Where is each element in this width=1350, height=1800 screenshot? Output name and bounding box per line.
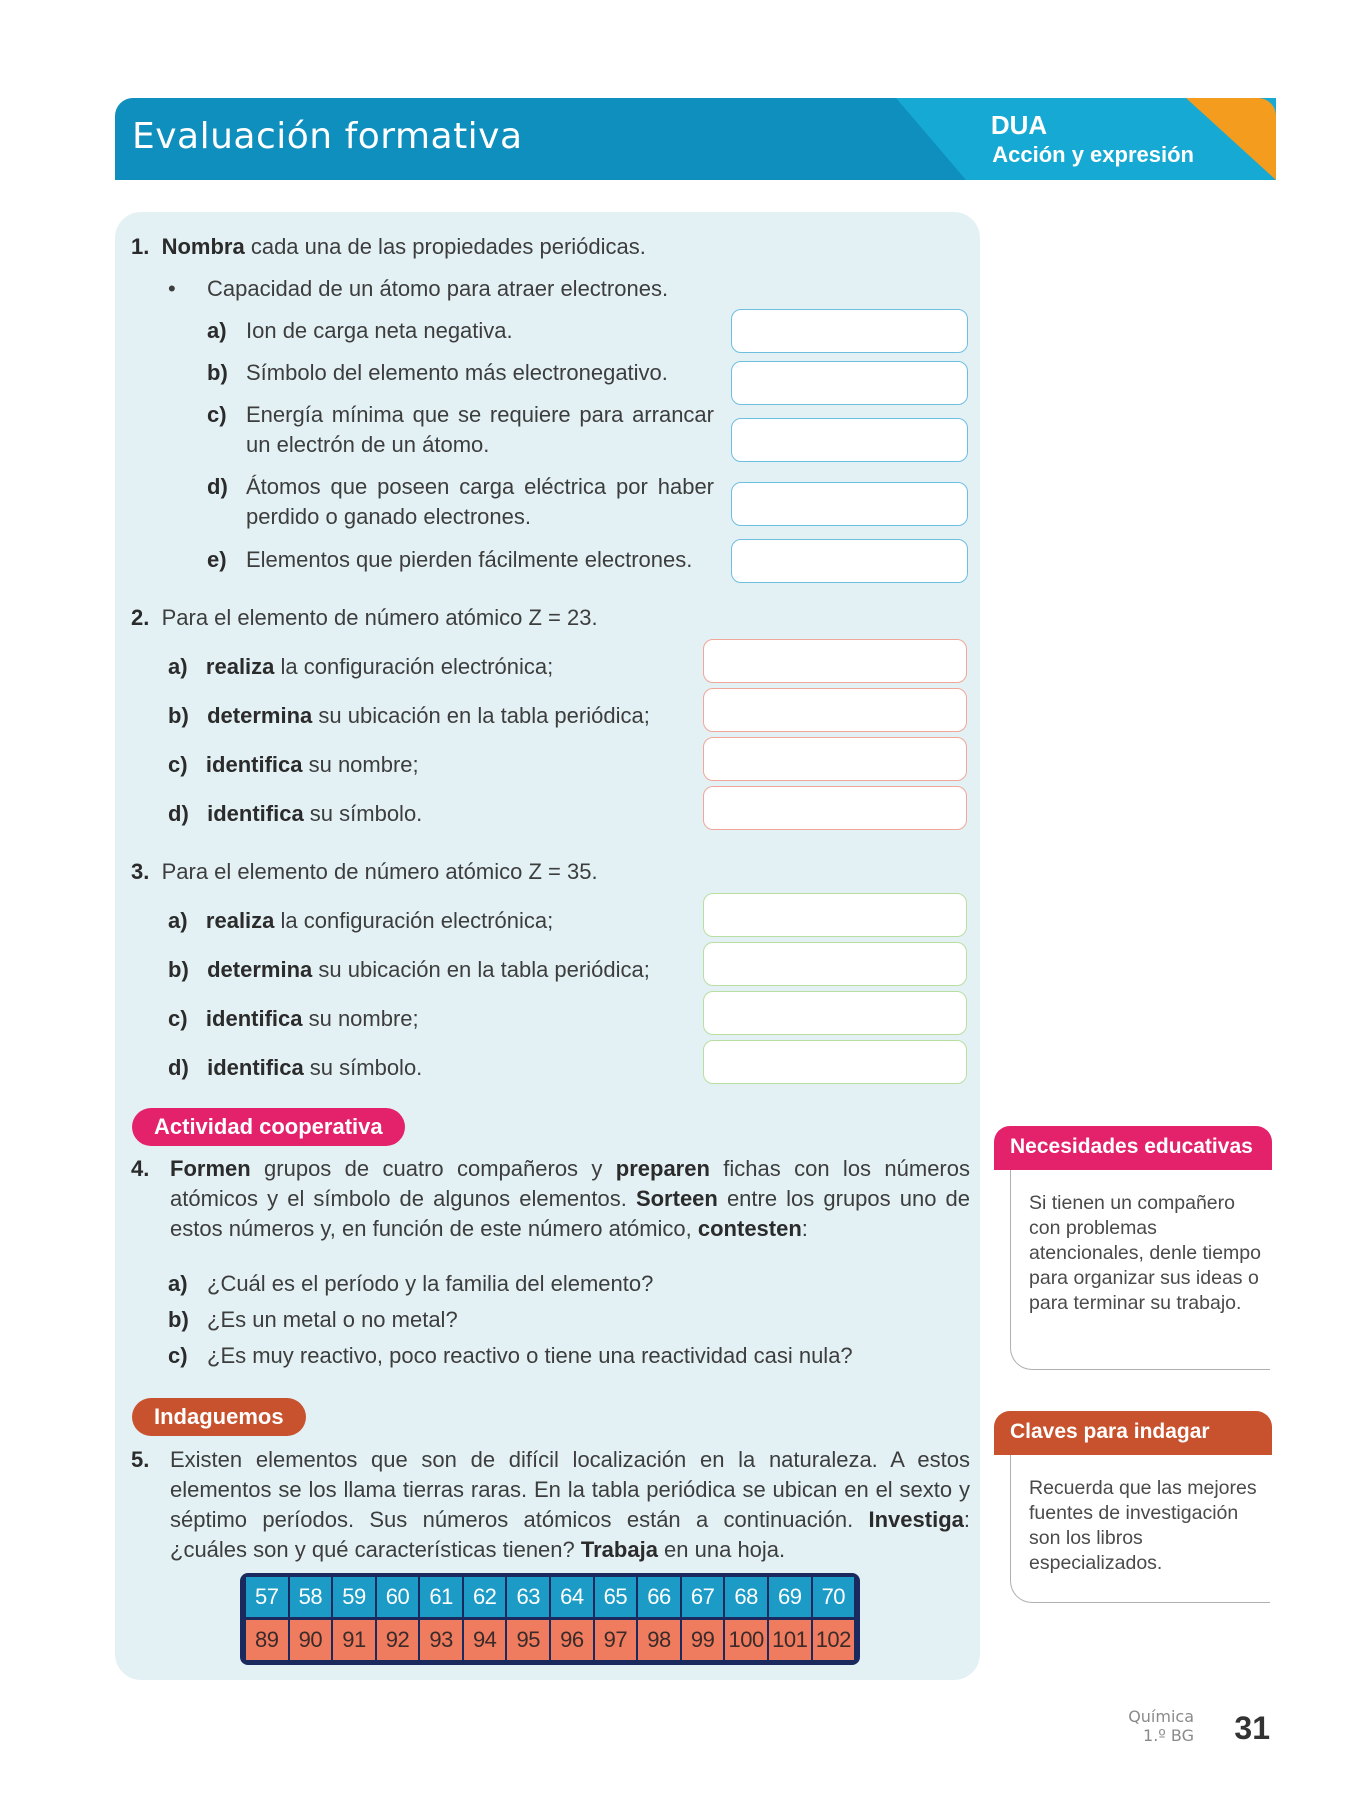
q1-item-e: Elementos que pierden fácilmente electrones. xyxy=(246,547,693,572)
q1-label-c: c) xyxy=(207,402,227,427)
section-header xyxy=(115,98,1276,180)
atomic-number-cell: 62 xyxy=(464,1577,506,1617)
q1-item-c: Energía mínima que se requiere para arrancar un electrón de un átomo. xyxy=(246,402,714,457)
answer-box-1b[interactable] xyxy=(731,361,968,405)
q3-item-a: a) realiza la configuración electrónica; xyxy=(168,908,554,933)
atomic-number-cell: 90 xyxy=(290,1620,332,1660)
atomic-number-cell: 94 xyxy=(464,1620,506,1660)
q4-item-c: ¿Es muy reactivo, poco reactivo o tiene una reactividad casi nula? xyxy=(207,1343,853,1368)
q4-item-b: ¿Es un metal o no metal? xyxy=(207,1307,458,1332)
atomic-number-cell: 98 xyxy=(638,1620,680,1660)
atomic-number-cell: 92 xyxy=(377,1620,419,1660)
q3-item-d: d) identifica su símbolo. xyxy=(168,1055,423,1080)
answer-box-3b[interactable] xyxy=(703,942,967,986)
question-5-text: Existen elementos que son de difícil localización en la naturaleza. A estos elementos se los llama tierras raras. En la tabla periódica se ubican en el sexto y séptimo períodos. Sus números atómicos están a continuación. Investiga: ¿cuáles son y qué características tienen? Trabaja en una hoja. xyxy=(170,1447,970,1562)
atomic-number-cell: 97 xyxy=(595,1620,637,1660)
actinide-row xyxy=(246,1620,854,1660)
q3-item-b: b) determina su ubicación en la tabla periódica; xyxy=(168,957,650,982)
atomic-number-cell: 63 xyxy=(507,1577,549,1617)
answer-box-1a[interactable] xyxy=(731,309,968,353)
answer-box-3c[interactable] xyxy=(703,991,967,1035)
answer-box-1e[interactable] xyxy=(731,539,968,583)
question-3: 3. Para el elemento de número atómico Z = 35. xyxy=(131,859,598,884)
atomic-number-cell: 96 xyxy=(551,1620,593,1660)
q3-item-c: c) identifica su nombre; xyxy=(168,1006,419,1031)
answer-box-3a[interactable] xyxy=(703,893,967,937)
q1-label-d: d) xyxy=(207,474,228,499)
atomic-number-cell: 58 xyxy=(290,1577,332,1617)
bullet-dot: • xyxy=(168,276,176,301)
q1-item-b: Símbolo del elemento más electronegativo. xyxy=(246,360,668,385)
atomic-number-cell: 65 xyxy=(595,1577,637,1617)
atomic-number-cell: 89 xyxy=(246,1620,288,1660)
q1-item-a: Ion de carga neta negativa. xyxy=(246,318,513,343)
atomic-number-cell: 91 xyxy=(333,1620,375,1660)
atomic-number-cell: 57 xyxy=(246,1577,288,1617)
q2-item-a: a) realiza la configuración electrónica; xyxy=(168,654,554,679)
dua-title: DUA xyxy=(990,110,1048,140)
answer-box-2a[interactable] xyxy=(703,639,967,683)
keys-text: Recuerda que las mejores fuentes de investigación son los libros especializados. xyxy=(1029,1477,1257,1574)
answer-box-1d[interactable] xyxy=(731,482,968,526)
atomic-number-cell: 69 xyxy=(769,1577,811,1617)
answer-box-3d[interactable] xyxy=(703,1040,967,1084)
question-5-number: 5. xyxy=(131,1447,150,1472)
atomic-number-cell: 68 xyxy=(725,1577,767,1617)
q1-label-a: a) xyxy=(207,318,227,343)
q2-item-c: c) identifica su nombre; xyxy=(168,752,419,777)
keys-title: Claves para indagar xyxy=(994,1411,1272,1455)
atomic-number-cell: 100 xyxy=(725,1620,767,1660)
cooperative-activity-pill: Actividad cooperativa xyxy=(132,1108,405,1146)
q4-label-a: a) xyxy=(168,1271,188,1296)
atomic-number-cell: 99 xyxy=(682,1620,724,1660)
inquiry-pill: Indaguemos xyxy=(132,1398,306,1436)
lanthanide-row xyxy=(246,1577,854,1617)
question-4-text: Formen grupos de cuatro compañeros y preparen fichas con los números atómicos y el símbolo de algunos elementos. Sorteen entre los grupos uno de estos números y, en función de este número atómico, contesten: xyxy=(170,1156,970,1241)
question-4-number: 4. xyxy=(131,1156,150,1181)
question-2: 2. Para el elemento de número atómico Z = 23. xyxy=(131,605,598,630)
atomic-number-cell: 93 xyxy=(420,1620,462,1660)
section-title: Evaluación formativa xyxy=(132,116,523,157)
atomic-number-cell: 64 xyxy=(551,1577,593,1617)
atomic-number-cell: 101 xyxy=(769,1620,811,1660)
needs-title: Necesidades educativas xyxy=(994,1126,1272,1170)
q2-item-b: b) determina su ubicación en la tabla periódica; xyxy=(168,703,650,728)
answer-box-2d[interactable] xyxy=(703,786,967,830)
atomic-number-cell: 61 xyxy=(420,1577,462,1617)
answer-box-2c[interactable] xyxy=(703,737,967,781)
answer-box-1c[interactable] xyxy=(731,418,968,462)
q1-label-e: e) xyxy=(207,547,227,572)
bullet-text: Capacidad de un átomo para atraer electrones. xyxy=(207,276,669,301)
q1-label-b: b) xyxy=(207,360,228,385)
atomic-number-cell: 102 xyxy=(813,1620,855,1660)
atomic-number-cell: 66 xyxy=(638,1577,680,1617)
atomic-number-cell: 67 xyxy=(682,1577,724,1617)
rare-earth-number-table xyxy=(240,1573,860,1665)
page-number: 31 xyxy=(1234,1710,1270,1746)
dua-subtitle: Acción y expresión xyxy=(992,142,1194,167)
atomic-number-cell: 59 xyxy=(333,1577,375,1617)
q4-label-c: c) xyxy=(168,1343,188,1368)
q4-item-a: ¿Cuál es el período y la familia del elemento? xyxy=(207,1271,654,1296)
question-1: 1. Nombra cada una de las propiedades periódicas. xyxy=(131,234,646,259)
footer-subject: Química 1.º BG xyxy=(1128,1707,1194,1745)
q4-label-b: b) xyxy=(168,1307,189,1332)
atomic-number-cell: 70 xyxy=(813,1577,855,1617)
q2-item-d: d) identifica su símbolo. xyxy=(168,801,423,826)
needs-text: Si tienen un compañero con problemas atencionales, denle tiempo para organizar sus ideas o para terminar su trabajo. xyxy=(1029,1192,1261,1314)
answer-box-2b[interactable] xyxy=(703,688,967,732)
q1-item-d: Átomos que poseen carga eléctrica por haber perdido o ganado electrones. xyxy=(246,474,714,529)
atomic-number-cell: 95 xyxy=(507,1620,549,1660)
atomic-number-cell: 60 xyxy=(377,1577,419,1617)
